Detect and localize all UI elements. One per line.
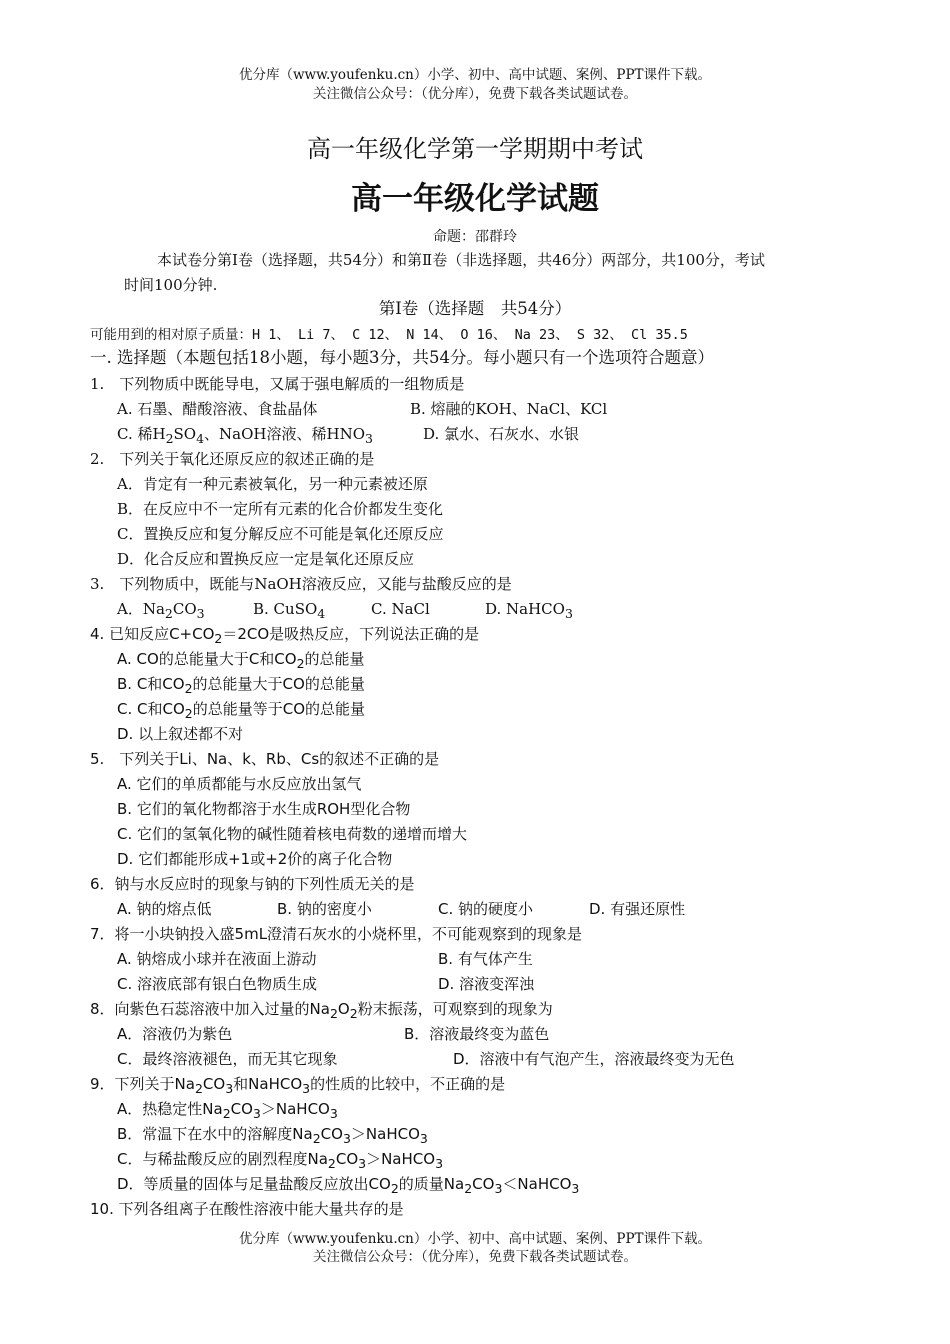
q4-option-d: D. 以上叙述都不对 xyxy=(117,725,244,743)
q9-option-d: D．等质量的固体与足量盐酸反应放出$CO_2$的质量$Na_2CO_3<NaHCO_3$ xyxy=(117,1175,580,1196)
q1-option-b: B. 熔融的KOH、NaCl、KCl xyxy=(410,400,608,418)
q5-option-c: C. 它们的氢氧化物的碱性随着核电荷数的递增而增大 xyxy=(117,825,468,843)
q4-stem: 4. 已知反应$C+CO_2=2CO$是吸热反应，下列说法正确的是 xyxy=(90,625,480,646)
q8-stem: 8．向紫色石蕊溶液中加入过量的$Na_2O_2$粉末振荡，可观察到的现象为 xyxy=(90,1000,553,1021)
q3-option-b: B. CuSO$_4$ xyxy=(253,600,326,621)
q1-option-d: D. 氯水、石灰水、水银 xyxy=(423,425,580,443)
intro-line-1: 本试卷分第Ⅰ卷（选择题，共54分）和第Ⅱ卷（非选择题，共46分）两部分，共100分，考试 xyxy=(157,251,765,269)
q7-option-c: C. 溶液底部有银白色物质生成 xyxy=(117,975,318,993)
q5-option-b: B. 它们的氧化物都溶于水生成ROH型化合物 xyxy=(117,800,411,818)
q2-option-c: C．置换反应和复分解反应不可能是氧化还原反应 xyxy=(117,525,444,543)
exam-author: 命题：邵群玲 xyxy=(433,229,517,245)
q4-option-c: C. C和$CO_2$的总能量等于CO的总能量 xyxy=(117,700,366,721)
q1-stem: 1. 下列物质中既能导电，又属于强电解质的一组物质是 xyxy=(90,375,465,393)
q3-option-a: A．$Na_2CO_3$ xyxy=(117,600,205,621)
q7-option-b: B. 有气体产生 xyxy=(438,950,533,968)
q6-option-b: B. 钠的密度小 xyxy=(277,900,372,918)
q1-option-c: C. 稀$H_2SO_4$、NaOH溶液、稀$HNO_3$ xyxy=(117,425,373,446)
section-heading: 第Ⅰ卷（选择题 共54分） xyxy=(378,299,572,318)
q7-option-d: D. 溶液变浑浊 xyxy=(438,975,535,993)
q7-option-a: A. 钠熔成小球并在液面上游动 xyxy=(117,950,317,968)
q5-stem: 5. 下列关于Li、Na、k、Rb、Cs的叙述不正确的是 xyxy=(90,750,440,768)
q6-option-d: D. 有强还原性 xyxy=(589,900,686,918)
q1-option-a: A. 石墨、醋酸溶液、食盐晶体 xyxy=(117,400,318,418)
q2-option-a: A．肯定有一种元素被氧化，另一种元素被还原 xyxy=(117,475,428,493)
header-line-2: 关注微信公众号：（优分库），免费下载各类试题试卷。 xyxy=(313,86,637,102)
q4-option-a: A. CO的总能量大于C和$CO_2$的总能量 xyxy=(117,650,365,671)
q2-option-d: D．化合反应和置换反应一定是氧化还原反应 xyxy=(117,550,415,568)
q4-option-b: B. C和$CO_2$的总能量大于CO的总能量 xyxy=(117,675,365,696)
footer-line-1: 优分库（www.youfenku.cn）小学、初中、高中试题、案例、PPT课件下载。 xyxy=(238,1231,712,1247)
q9-option-a: A．热稳定性$Na_2CO_3>NaHCO_3$ xyxy=(117,1100,338,1121)
q8-option-b: B．溶液最终变为蓝色 xyxy=(404,1025,550,1043)
atomic-masses: 可能用到的相对原子质量：H 1、 Li 7、 C 12、 N 14、 O 16、 Na 23、 S 32、 Cl 35.5 xyxy=(90,327,688,343)
q5-option-d: D. 它们都能形成+1或+2价的离子化合物 xyxy=(117,850,393,868)
q2-stem: 2. 下列关于氧化还原反应的叙述正确的是 xyxy=(90,450,375,468)
footer-line-2: 关注微信公众号：（优分库），免费下载各类试题试卷。 xyxy=(313,1249,637,1265)
q7-stem: 7．将一小块钠投入盛5mL澄清石灰水的小烧杯里，不可能观察到的现象是 xyxy=(90,925,583,943)
q9-option-b: B．常温下在水中的溶解度$Na_2CO_3>NaHCO_3$ xyxy=(117,1125,428,1146)
q9-option-c: C．与稀盐酸反应的剧烈程度$Na_2CO_3>NaHCO_3$ xyxy=(117,1150,444,1171)
part-heading: 一. 选择题（本题包括18小题，每小题3分，共54分。每小题只有一个选项符合题意） xyxy=(90,348,714,367)
q8-option-c: C．最终溶液褪色，而无其它现象 xyxy=(117,1050,338,1068)
q2-option-b: B．在反应中不一定所有元素的化合价都发生变化 xyxy=(117,500,444,518)
q6-option-a: A. 钠的熔点低 xyxy=(117,900,212,918)
intro-line-2: 时间100分钟. xyxy=(124,276,218,294)
q8-option-d: D．溶液中有气泡产生，溶液最终变为无色 xyxy=(453,1050,735,1068)
exam-title: 高一年级化学第一学期期中考试 xyxy=(307,135,643,163)
q6-option-c: C. 钠的硬度小 xyxy=(438,900,534,918)
header-line-1: 优分库（www.youfenku.cn）小学、初中、高中试题、案例、PPT课件下载。 xyxy=(238,67,712,83)
exam-subtitle: 高一年级化学试题 xyxy=(351,181,599,217)
q5-option-a: A. 它们的单质都能与水反应放出氢气 xyxy=(117,775,362,793)
q9-stem: 9．下列关于$Na_2CO_3$和NaHCO$_3$的性质的比较中，不正确的是 xyxy=(90,1075,506,1096)
q6-stem: 6．钠与水反应时的现象与钠的下列性质无关的是 xyxy=(90,875,415,893)
q3-option-c: C. NaCl xyxy=(371,600,430,618)
q8-option-a: A．溶液仍为紫色 xyxy=(117,1025,233,1043)
q10-stem: 10. 下列各组离子在酸性溶液中能大量共存的是 xyxy=(90,1200,404,1218)
q3-option-d: D. NaHCO$_3$ xyxy=(485,600,573,621)
q3-stem: 3. 下列物质中，既能与NaOH溶液反应，又能与盐酸反应的是 xyxy=(90,575,512,593)
